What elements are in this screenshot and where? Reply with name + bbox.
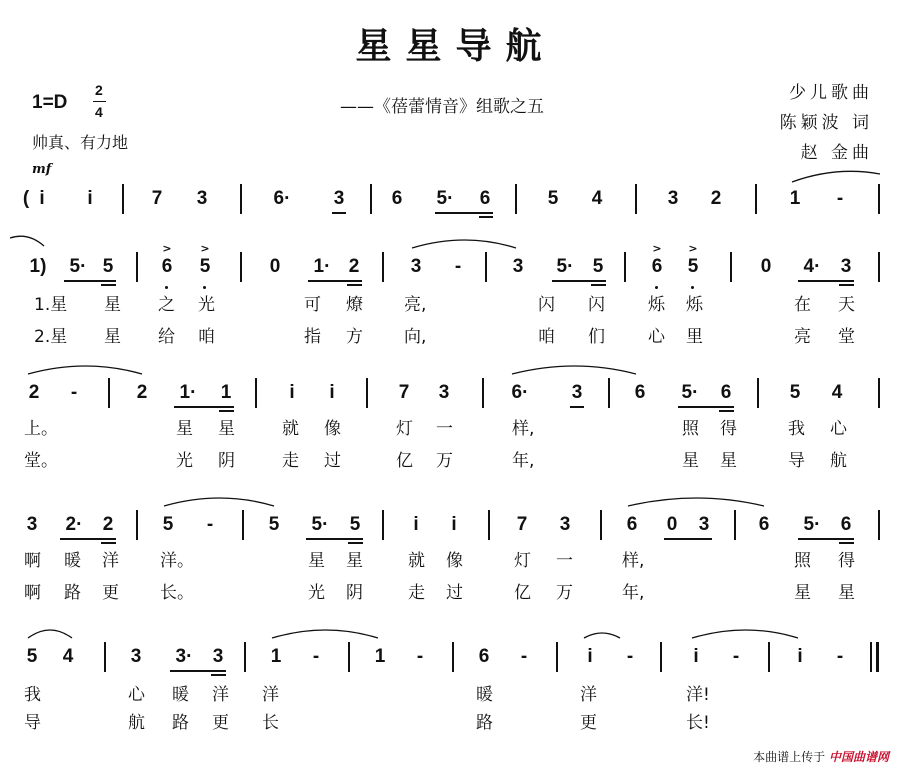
bar-line bbox=[244, 642, 246, 672]
lyric: 灯 bbox=[396, 419, 413, 439]
lyric: 导 bbox=[788, 451, 805, 471]
time-signature-line bbox=[93, 101, 106, 102]
note: 5 bbox=[26, 646, 38, 667]
note: 2 bbox=[28, 382, 40, 403]
underline bbox=[798, 538, 854, 540]
bar-line bbox=[878, 510, 880, 540]
lyric: 更 bbox=[212, 713, 229, 733]
note: 6 bbox=[479, 188, 491, 209]
lyric: 星 bbox=[838, 583, 855, 603]
lyric: 堂。 bbox=[24, 451, 58, 471]
note: 2· bbox=[65, 514, 83, 535]
underline bbox=[306, 538, 363, 540]
lyric: 一 bbox=[436, 419, 453, 439]
lyric: 星 bbox=[308, 551, 325, 571]
note: 5 bbox=[547, 188, 559, 209]
underline bbox=[798, 280, 854, 282]
note: 1 bbox=[220, 382, 232, 403]
note: 3 bbox=[571, 382, 583, 403]
tie-arc bbox=[162, 494, 278, 508]
lyric: 路 bbox=[64, 583, 81, 603]
note: 5 bbox=[162, 514, 174, 535]
underline bbox=[348, 542, 363, 544]
lyric: 万 bbox=[436, 451, 453, 471]
lyric: 暖 bbox=[64, 551, 81, 571]
note: 6 bbox=[391, 188, 403, 209]
lyric: 星 bbox=[176, 419, 193, 439]
lyric: 暖 bbox=[476, 685, 493, 705]
lyric: 2.星 bbox=[34, 327, 68, 347]
lyric: 啊 bbox=[24, 583, 41, 603]
lyric: 过 bbox=[446, 583, 463, 603]
bar-line bbox=[600, 510, 602, 540]
lyric: 走 bbox=[408, 583, 425, 603]
lyric: 烁 bbox=[648, 295, 665, 315]
lyric: 照 bbox=[794, 551, 811, 571]
lyric: 指 bbox=[304, 327, 321, 347]
lyric: 像 bbox=[446, 551, 463, 571]
key-signature: 1=D bbox=[32, 92, 68, 113]
lyric: 过 bbox=[324, 451, 341, 471]
note: 5 bbox=[102, 256, 114, 277]
lyric: 航 bbox=[128, 713, 145, 733]
lyric: 航 bbox=[830, 451, 847, 471]
lyric: 心 bbox=[830, 419, 847, 439]
lyric: 洋。 bbox=[160, 551, 194, 571]
tie-arc bbox=[8, 234, 48, 248]
note: 1 bbox=[270, 646, 282, 667]
lyric: 阴 bbox=[346, 583, 363, 603]
lyric: 之 bbox=[158, 295, 175, 315]
lyric: 光 bbox=[176, 451, 193, 471]
note: 6 bbox=[651, 256, 663, 277]
lyric: 星 bbox=[682, 451, 699, 471]
lyric: 照 bbox=[682, 419, 699, 439]
lyric: 星 bbox=[346, 551, 363, 571]
lyric: 路 bbox=[476, 713, 493, 733]
underline bbox=[664, 538, 712, 540]
lyric: 就 bbox=[408, 551, 425, 571]
bar-line bbox=[488, 510, 490, 540]
note: 2 bbox=[710, 188, 722, 209]
lyric: 上。 bbox=[24, 419, 58, 439]
bar-line bbox=[104, 642, 106, 672]
tie-arc bbox=[510, 362, 640, 376]
note: 5· bbox=[681, 382, 699, 403]
note: 5· bbox=[311, 514, 329, 535]
note: i bbox=[797, 646, 803, 667]
lyric: 灯 bbox=[514, 551, 531, 571]
bar-line bbox=[348, 642, 350, 672]
tie-arc bbox=[626, 494, 768, 508]
note: 0 bbox=[666, 514, 678, 535]
tie-arc bbox=[790, 170, 882, 184]
bar-line bbox=[730, 252, 732, 282]
lyric: 星 bbox=[218, 419, 235, 439]
lyric: 天 bbox=[838, 295, 855, 315]
bar-line bbox=[755, 184, 757, 214]
bar-line bbox=[734, 510, 736, 540]
note: 3 bbox=[26, 514, 38, 535]
note: - bbox=[312, 646, 320, 667]
note: 5 bbox=[349, 514, 361, 535]
note: 5 bbox=[268, 514, 280, 535]
lyric: 洋 bbox=[262, 685, 279, 705]
underline bbox=[479, 216, 493, 218]
note: 7 bbox=[516, 514, 528, 535]
bar-line bbox=[768, 642, 770, 672]
note: 0 bbox=[269, 256, 281, 277]
final-bar-thin bbox=[870, 642, 872, 672]
lyric: 们 bbox=[588, 327, 605, 347]
lyric: 年, bbox=[622, 583, 645, 603]
note: - bbox=[454, 256, 462, 277]
site-logo[interactable]: 中国曲谱网 bbox=[828, 750, 889, 764]
lyric: 光 bbox=[198, 295, 215, 315]
lyric: 在 bbox=[794, 295, 811, 315]
underline bbox=[101, 542, 116, 544]
underline bbox=[308, 280, 362, 282]
note: 6· bbox=[511, 382, 529, 403]
underline bbox=[211, 674, 226, 676]
bar-line bbox=[556, 642, 558, 672]
note: - bbox=[836, 646, 844, 667]
note: - bbox=[416, 646, 424, 667]
note: 5· bbox=[556, 256, 574, 277]
note: - bbox=[836, 188, 844, 209]
underline bbox=[839, 284, 854, 286]
lyric: 心 bbox=[648, 327, 665, 347]
note: 3 bbox=[196, 188, 208, 209]
bar-line bbox=[136, 510, 138, 540]
note: 3 bbox=[130, 646, 142, 667]
note: 1) bbox=[29, 256, 47, 277]
note: 3 bbox=[512, 256, 524, 277]
lyric: 我 bbox=[24, 685, 41, 705]
lyric: 暖 bbox=[172, 685, 189, 705]
note: 3 bbox=[840, 256, 852, 277]
note: 5· bbox=[436, 188, 454, 209]
lyric: 洋 bbox=[212, 685, 229, 705]
note: i bbox=[587, 646, 593, 667]
underline bbox=[570, 406, 584, 408]
lyric: 洋! bbox=[686, 685, 710, 705]
lyric: 向, bbox=[404, 327, 427, 347]
note: 6· bbox=[273, 188, 291, 209]
lyric: 亿 bbox=[514, 583, 531, 603]
note: 5· bbox=[69, 256, 87, 277]
lyric: 1.星 bbox=[34, 295, 68, 315]
note: 4· bbox=[803, 256, 821, 277]
octave-dot bbox=[655, 286, 658, 289]
lyric: 长。 bbox=[160, 583, 194, 603]
underline bbox=[64, 280, 116, 282]
lyric: 样, bbox=[622, 551, 645, 571]
footer-text: 本曲谱上传于 bbox=[753, 750, 826, 764]
accent-mark: > bbox=[652, 242, 662, 255]
lyric: 方 bbox=[346, 327, 363, 347]
lyric: 导 bbox=[24, 713, 41, 733]
lyric: 年, bbox=[512, 451, 535, 471]
accent-mark: > bbox=[200, 242, 210, 255]
note: 6 bbox=[478, 646, 490, 667]
note: - bbox=[732, 646, 740, 667]
lyric: 燎 bbox=[346, 295, 363, 315]
lyric: 给 bbox=[158, 327, 175, 347]
underline bbox=[174, 406, 234, 408]
note: - bbox=[206, 514, 214, 535]
tie-arc bbox=[690, 626, 802, 640]
lyric: 亮, bbox=[404, 295, 427, 315]
note: 7 bbox=[398, 382, 410, 403]
bar-line bbox=[382, 510, 384, 540]
lyric: 星 bbox=[720, 451, 737, 471]
note: 3 bbox=[667, 188, 679, 209]
note: 4 bbox=[62, 646, 74, 667]
note: i bbox=[329, 382, 335, 403]
final-bar-thick bbox=[876, 642, 879, 672]
song-title: 星星导航 bbox=[355, 25, 556, 67]
octave-dot bbox=[165, 286, 168, 289]
underline bbox=[332, 212, 346, 214]
note: 1 bbox=[789, 188, 801, 209]
note: i bbox=[413, 514, 419, 535]
note: 6 bbox=[840, 514, 852, 535]
underline bbox=[170, 670, 226, 672]
bar-line bbox=[515, 184, 517, 214]
underline bbox=[101, 284, 116, 286]
note: 6 bbox=[634, 382, 646, 403]
credit-lyricist: 陈颖波 词 bbox=[779, 113, 873, 133]
note: 3 bbox=[333, 188, 345, 209]
note: 1· bbox=[179, 382, 197, 403]
lyric: 长 bbox=[262, 713, 279, 733]
bar-line bbox=[624, 252, 626, 282]
lyric: 像 bbox=[324, 419, 341, 439]
lyric: 得 bbox=[720, 419, 737, 439]
bar-line bbox=[382, 252, 384, 282]
note: 2 bbox=[136, 382, 148, 403]
note: 4 bbox=[831, 382, 843, 403]
note: 6 bbox=[720, 382, 732, 403]
lyric: 更 bbox=[102, 583, 119, 603]
note: 3 bbox=[410, 256, 422, 277]
lyric: 样, bbox=[512, 419, 535, 439]
time-signature-bottom: 4 bbox=[95, 104, 103, 120]
octave-dot bbox=[691, 286, 694, 289]
note: i bbox=[39, 188, 45, 209]
tie-arc bbox=[410, 236, 520, 250]
lyric: 一 bbox=[556, 551, 573, 571]
lyric: 我 bbox=[788, 419, 805, 439]
bar-line bbox=[452, 642, 454, 672]
lyric: 洋 bbox=[580, 685, 597, 705]
note: 4 bbox=[591, 188, 603, 209]
note: i bbox=[87, 188, 93, 209]
lyric: 阴 bbox=[218, 451, 235, 471]
lyric: 星 bbox=[794, 583, 811, 603]
note: - bbox=[70, 382, 78, 403]
accent-mark: > bbox=[162, 242, 172, 255]
note: i bbox=[693, 646, 699, 667]
note: 2 bbox=[348, 256, 360, 277]
lyric: 啊 bbox=[24, 551, 41, 571]
bar-line bbox=[108, 378, 110, 408]
bar-line bbox=[242, 510, 244, 540]
bar-line bbox=[660, 642, 662, 672]
note: 3· bbox=[175, 646, 193, 667]
lyric: 亿 bbox=[396, 451, 413, 471]
bar-line bbox=[482, 378, 484, 408]
credit-composer: 赵 金曲 bbox=[800, 143, 873, 163]
lyric: 就 bbox=[282, 419, 299, 439]
underline bbox=[839, 542, 854, 544]
note: 5· bbox=[803, 514, 821, 535]
accent-mark: > bbox=[688, 242, 698, 255]
note: 2 bbox=[102, 514, 114, 535]
note: 3 bbox=[559, 514, 571, 535]
lyric: 亮 bbox=[794, 327, 811, 347]
tie-arc bbox=[582, 626, 622, 640]
lyric: 咱 bbox=[198, 327, 215, 347]
underline bbox=[552, 280, 606, 282]
lyric: 星 bbox=[104, 295, 121, 315]
note: 3 bbox=[212, 646, 224, 667]
underline bbox=[591, 284, 606, 286]
lyric: 光 bbox=[308, 583, 325, 603]
note: 5 bbox=[789, 382, 801, 403]
note: 6 bbox=[758, 514, 770, 535]
lyric: 咱 bbox=[538, 327, 555, 347]
lyric: 闪 bbox=[538, 295, 555, 315]
note: 3 bbox=[698, 514, 710, 535]
note: 5 bbox=[592, 256, 604, 277]
tie-arc bbox=[26, 362, 146, 376]
bar-line bbox=[878, 184, 880, 214]
lyric: 可 bbox=[304, 295, 321, 315]
note: 1· bbox=[313, 256, 331, 277]
bar-line bbox=[136, 252, 138, 282]
lyric: 星 bbox=[104, 327, 121, 347]
bar-line bbox=[240, 184, 242, 214]
time-signature-top: 2 bbox=[95, 82, 103, 98]
note: - bbox=[626, 646, 634, 667]
note: 6 bbox=[161, 256, 173, 277]
note: i bbox=[289, 382, 295, 403]
lyric: 闪 bbox=[588, 295, 605, 315]
bar-line bbox=[485, 252, 487, 282]
tie-arc bbox=[26, 626, 76, 640]
underline bbox=[719, 410, 734, 412]
octave-dot bbox=[203, 286, 206, 289]
underline bbox=[219, 410, 234, 412]
bar-line bbox=[370, 184, 372, 214]
lyric: 堂 bbox=[838, 327, 855, 347]
lyric: 长! bbox=[686, 713, 710, 733]
tie-arc bbox=[270, 626, 382, 640]
note: 7 bbox=[151, 188, 163, 209]
bar-line bbox=[878, 252, 880, 282]
underline bbox=[60, 538, 116, 540]
tempo-marking: 帅真、有力地 bbox=[32, 133, 129, 152]
bar-line bbox=[122, 184, 124, 214]
bar-line bbox=[255, 378, 257, 408]
bar-line bbox=[635, 184, 637, 214]
lyric: 烁 bbox=[686, 295, 703, 315]
note: 1 bbox=[374, 646, 386, 667]
bar-line bbox=[366, 378, 368, 408]
note: 0 bbox=[760, 256, 772, 277]
underline bbox=[678, 406, 734, 408]
note: 6 bbox=[626, 514, 638, 535]
bar-line bbox=[240, 252, 242, 282]
bar-line bbox=[878, 378, 880, 408]
lyric: 走 bbox=[282, 451, 299, 471]
underline bbox=[347, 284, 362, 286]
lyric: 路 bbox=[172, 713, 189, 733]
lyric: 更 bbox=[580, 713, 597, 733]
note: i bbox=[451, 514, 457, 535]
lyric: 万 bbox=[556, 583, 573, 603]
note: 5 bbox=[199, 256, 211, 277]
note: 3 bbox=[438, 382, 450, 403]
lyric: 洋 bbox=[102, 551, 119, 571]
note: 5 bbox=[687, 256, 699, 277]
lyric: 里 bbox=[686, 327, 703, 347]
note: ( bbox=[22, 188, 30, 209]
credit-genre: 少儿歌曲 bbox=[789, 83, 873, 103]
note: - bbox=[520, 646, 528, 667]
bar-line bbox=[757, 378, 759, 408]
subtitle: ——《蓓蕾情音》组歌之五 bbox=[340, 97, 544, 117]
bar-line bbox=[608, 378, 610, 408]
underline bbox=[435, 212, 493, 214]
dynamic-marking: mf bbox=[32, 162, 52, 177]
footer-watermark bbox=[753, 748, 889, 765]
lyric: 心 bbox=[128, 685, 145, 705]
lyric: 得 bbox=[838, 551, 855, 571]
